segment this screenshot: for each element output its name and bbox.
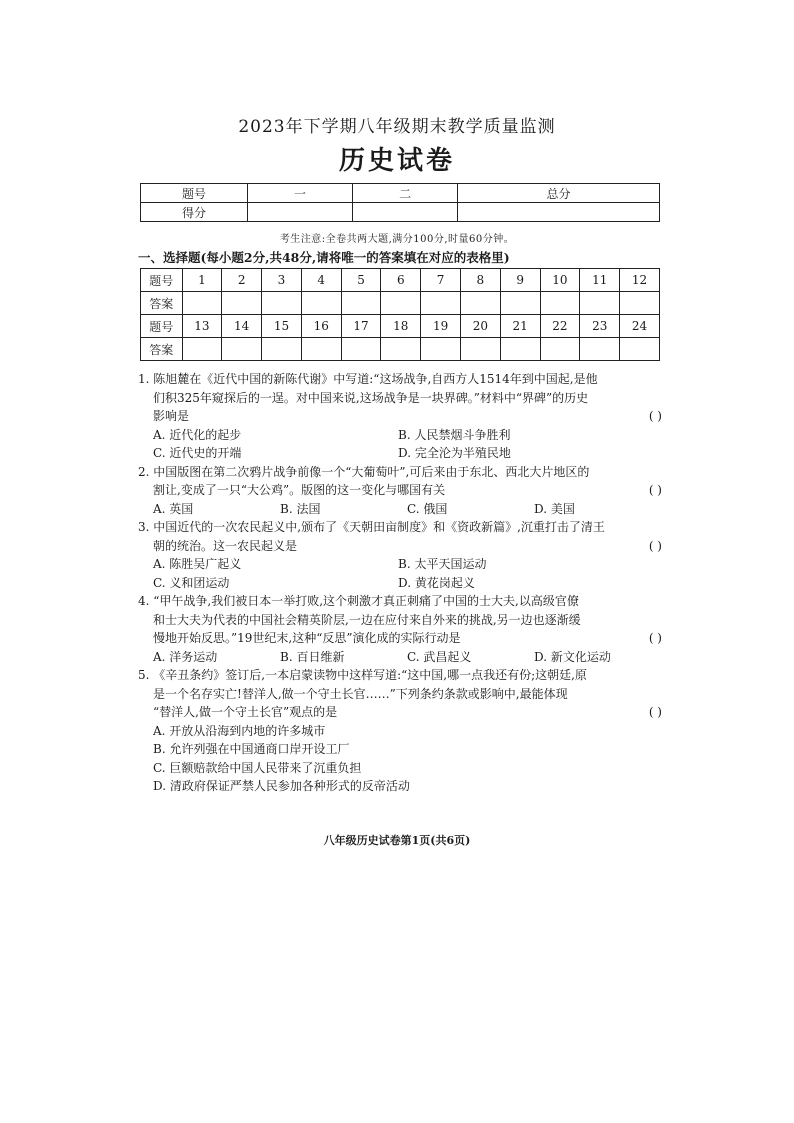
answer-input-cell[interactable]	[182, 338, 222, 361]
question-number-cell: 6	[381, 269, 421, 292]
option-b[interactable]: B. 太平天国运动	[398, 557, 487, 571]
question-text-line: 们积325年窥探后的一逞。对中国来说,这场战争是一块界碑。”材料中“界碑”的历史	[153, 390, 589, 405]
question-number-cell: 8	[460, 269, 500, 292]
question-text-line: 1. 陈旭麓在《近代中国的新陈代谢》中写道:“这场战争,自西方人1514年到中国起,是他	[138, 372, 598, 386]
question-number-cell: 7	[421, 269, 461, 292]
answer-fill-row	[141, 292, 660, 315]
answer-input-cell[interactable]	[580, 338, 620, 361]
option-b[interactable]: B. 允许列强在中国通商口岸开设工厂	[153, 742, 350, 756]
answer-input-cell[interactable]	[460, 338, 500, 361]
answer-input-cell[interactable]	[301, 292, 341, 315]
answer-parenthesis[interactable]: ( )	[648, 631, 662, 645]
option-row	[138, 555, 662, 574]
option-c[interactable]: C. 武昌起义	[407, 649, 472, 664]
question-text-line: 和士大夫为代表的中国社会精英阶层,一边在应付来自外来的挑战,另一边也逐渐缓	[153, 612, 581, 627]
answer-parenthesis[interactable]: ( )	[648, 409, 662, 423]
answer-input-cell[interactable]	[580, 292, 620, 315]
option-c[interactable]: C. 近代史的开端	[153, 446, 242, 460]
option-a[interactable]: A. 陈胜吴广起义	[153, 557, 242, 571]
question-number-cell: 21	[500, 315, 540, 338]
question-number-cell: 19	[421, 315, 461, 338]
option-d[interactable]: D. 新文化运动	[534, 649, 611, 664]
answer-input-cell[interactable]	[301, 338, 341, 361]
question-number-cell: 15	[262, 315, 302, 338]
question-list	[138, 370, 662, 796]
question-text-line	[138, 537, 662, 556]
answer-input-cell[interactable]	[421, 292, 461, 315]
score-cell-label: 题号	[141, 184, 248, 203]
question-text: 慢地开始反思。”19世纪末,这种“反思”演化成的实际行动是	[153, 631, 461, 645]
question-number-cell: 16	[301, 315, 341, 338]
option-a[interactable]: A. 开放从沿海到内地的许多城市	[153, 723, 326, 738]
answer-fill-label: 答案	[141, 338, 183, 361]
question-text-line: 是一个名存实亡!替洋人,做一个守土长官……”下列条约条款或影响中,最能体现	[153, 686, 568, 701]
option-d[interactable]: D. 完全沦为半殖民地	[398, 446, 511, 460]
question-text-line: 4. “甲午战争,我们被日本一举打败,这个刺激才真正刺痛了中国的士大夫,以高级官僚	[138, 594, 579, 608]
question-text-line	[138, 407, 662, 426]
answer-number-row	[141, 315, 660, 338]
score-cell-total: 总分	[458, 184, 660, 203]
question-text-line: 3. 中国近代的一次农民起义中,颁布了《天朝田亩制度》和《资政新篇》,沉重打击了清王	[138, 520, 605, 534]
answer-input-cell[interactable]	[182, 292, 222, 315]
answer-input-cell[interactable]	[262, 292, 302, 315]
exam-subtitle: 2023年下学期八年级期末教学质量监测	[238, 117, 556, 137]
question-number-cell: 3	[262, 269, 302, 292]
option-a[interactable]: A. 近代化的起步	[153, 427, 242, 442]
option-d[interactable]: D. 黄花岗起义	[398, 575, 475, 590]
score-input-total[interactable]	[458, 203, 660, 222]
question-number-cell: 5	[341, 269, 381, 292]
question-4	[138, 592, 662, 666]
option-a[interactable]: A. 英国	[153, 501, 194, 516]
answer-input-cell[interactable]	[620, 338, 660, 361]
question-number-cell: 11	[580, 269, 620, 292]
option-row	[138, 648, 662, 667]
question-3	[138, 518, 662, 592]
question-text-line	[138, 481, 662, 500]
answer-parenthesis[interactable]: ( )	[648, 705, 662, 719]
page-footer: 八年级历史试卷第1页(共6页)	[323, 834, 471, 847]
score-input-part-2[interactable]	[353, 203, 458, 222]
answer-fill-row	[141, 338, 660, 361]
option-c[interactable]: C. 巨额赔款给中国人民带来了沉重负担	[153, 760, 362, 775]
exam-notice: 考生注意:全卷共两大题,满分100分,时量60分钟。	[279, 234, 515, 245]
score-cell-part-1: 一	[248, 184, 353, 203]
answer-input-cell[interactable]	[381, 338, 421, 361]
question-text-line	[138, 629, 662, 648]
score-row-label: 得分	[141, 203, 248, 222]
section-1-title: 一、选择题(每小题2分,共48分,请将唯一的答案填在对应的表格里)	[138, 250, 510, 265]
question-text-line: 5. 《辛丑条约》签订后,一本启蒙读物中这样写道:“这中国,哪一点我还有份;这朝廷,原	[138, 668, 587, 682]
question-1	[138, 370, 662, 463]
score-table	[140, 183, 660, 222]
score-cell-part-2: 二	[353, 184, 458, 203]
option-d[interactable]: D. 美国	[534, 501, 575, 516]
option-b[interactable]: B. 百日维新	[280, 649, 345, 664]
question-number-cell: 14	[222, 315, 262, 338]
score-table-score-row	[141, 203, 660, 222]
score-input-part-1[interactable]	[248, 203, 353, 222]
answer-input-cell[interactable]	[500, 292, 540, 315]
option-row	[138, 574, 662, 593]
answer-number-label: 题号	[141, 269, 183, 292]
answer-input-cell[interactable]	[341, 338, 381, 361]
option-a[interactable]: A. 洋务运动	[153, 649, 218, 664]
question-number-cell: 23	[580, 315, 620, 338]
option-c[interactable]: C. 俄国	[407, 501, 448, 516]
question-text-line	[138, 703, 662, 722]
question-number-cell: 9	[500, 269, 540, 292]
answer-input-cell[interactable]	[620, 292, 660, 315]
answer-input-cell[interactable]	[341, 292, 381, 315]
answer-parenthesis[interactable]: ( )	[648, 483, 662, 497]
answer-input-cell[interactable]	[222, 292, 262, 315]
question-number-cell: 10	[540, 269, 580, 292]
answer-input-cell[interactable]	[222, 338, 262, 361]
question-text: 朝的统治。这一农民起义是	[153, 538, 298, 553]
question-text: 影响是	[153, 409, 190, 423]
answer-input-cell[interactable]	[540, 338, 580, 361]
question-text-line: 2. 中国版图在第二次鸦片战争前像一个“大葡萄叶”,可后来由于东北、西北大片地区的	[138, 464, 590, 479]
question-number-cell: 24	[620, 315, 660, 338]
option-b[interactable]: B. 人民禁烟斗争胜利	[398, 427, 511, 442]
option-row	[138, 500, 662, 519]
question-text: “替洋人,做一个守土长官”观点的是	[153, 705, 338, 719]
question-number-cell: 12	[620, 269, 660, 292]
option-row	[138, 444, 662, 463]
answer-input-cell[interactable]	[421, 338, 461, 361]
question-2	[138, 463, 662, 519]
option-b[interactable]: B. 法国	[280, 501, 321, 516]
answer-input-cell[interactable]	[500, 338, 540, 361]
answer-table	[140, 268, 660, 361]
answer-input-cell[interactable]	[381, 292, 421, 315]
question-number-cell: 2	[222, 269, 262, 292]
answer-number-label: 题号	[141, 315, 183, 338]
answer-input-cell[interactable]	[262, 338, 302, 361]
answer-fill-label: 答案	[141, 292, 183, 315]
question-number-cell: 20	[460, 315, 500, 338]
question-text: 割让,变成了一只“大公鸡”。版图的这一变化与哪国有关	[153, 483, 446, 497]
answer-number-row	[141, 269, 660, 292]
question-5	[138, 666, 662, 796]
question-number-cell: 4	[301, 269, 341, 292]
score-table-header-row	[141, 184, 660, 203]
question-number-cell: 18	[381, 315, 421, 338]
answer-parenthesis[interactable]: ( )	[648, 538, 662, 553]
answer-input-cell[interactable]	[460, 292, 500, 315]
exam-title: 历史试卷	[338, 146, 455, 176]
question-number-cell: 1	[182, 269, 222, 292]
question-number-cell: 22	[540, 315, 580, 338]
option-c[interactable]: C. 义和团运动	[153, 575, 230, 590]
answer-input-cell[interactable]	[540, 292, 580, 315]
question-number-cell: 13	[182, 315, 222, 338]
option-d[interactable]: D. 清政府保证严禁人民参加各种形式的反帝活动	[153, 779, 410, 793]
question-number-cell: 17	[341, 315, 381, 338]
option-row	[138, 426, 662, 445]
